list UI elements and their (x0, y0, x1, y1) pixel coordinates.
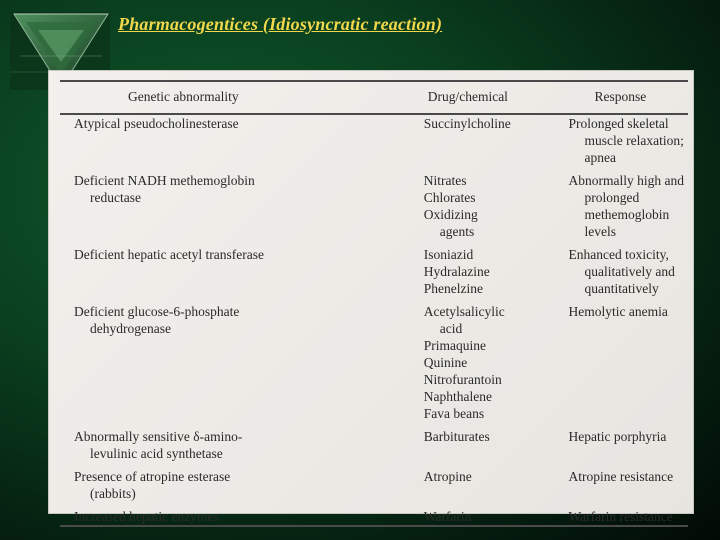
cell-text-line: Hemolytic anemia (568, 304, 668, 319)
table-row (60, 114, 688, 166)
cell-text-line: Deficient NADH methemoglobin (74, 173, 255, 188)
cell-text-line: acid (439, 321, 463, 336)
cell-genetic-abnormality (60, 114, 408, 166)
cell-text-line: muscle relaxation; (584, 133, 684, 148)
cell-text-line: agents (439, 224, 475, 239)
table-row (60, 166, 688, 240)
cell-text-line: Acetylsalicylic (423, 304, 505, 319)
cell-text-line: Phenelzine (423, 281, 483, 296)
cell-text-line: Presence of atropine esterase (74, 469, 231, 484)
table-header-row (60, 81, 688, 114)
table-row (60, 240, 688, 297)
cell-genetic-abnormality (60, 240, 408, 297)
table-row (60, 297, 688, 422)
cell-text-line: levulinic acid synthetase (90, 446, 223, 461)
cell-drug-chemical (408, 462, 559, 502)
cell-drug-chemical (408, 114, 559, 166)
cell-drug-chemical (408, 297, 559, 422)
cell-text-line: Abnormally sensitive δ-amino- (74, 429, 243, 444)
cell-text-line: Nitrofurantoin (423, 372, 502, 387)
cell-text-line: Hydralazine (423, 264, 490, 279)
cell-text-line: qualitatively and (584, 264, 675, 279)
cell-text-line: Atropine resistance (568, 469, 674, 484)
cell-text-line: Atypical pseudocholinesterase (74, 116, 239, 131)
table-row (60, 422, 688, 462)
cell-response (559, 166, 688, 240)
cell-genetic-abnormality (60, 422, 408, 462)
cell-text-line: Hepatic porphyria (568, 429, 667, 444)
cell-text-line: Abnormally high and (568, 173, 684, 188)
cell-text-line: reductase (90, 190, 141, 205)
table-image-panel (48, 70, 694, 524)
cell-text-line: Quinine (423, 355, 468, 370)
cell-drug-chemical (408, 502, 559, 526)
cell-text-line: methemoglobin (584, 207, 670, 222)
cell-text-line: (rabbits) (90, 486, 136, 501)
cell-text-line: Naphthalene (423, 389, 492, 404)
cell-text-line: Nitrates (423, 173, 467, 188)
cell-response (559, 502, 688, 526)
cell-text-line: Isoniazid (423, 247, 474, 262)
cell-drug-chemical (408, 240, 559, 297)
cell-response (559, 297, 688, 422)
cell-response (559, 114, 688, 166)
cell-text-line: Succinylcholine (423, 116, 511, 131)
cell-genetic-abnormality (60, 166, 408, 240)
cell-drug-chemical (408, 166, 559, 240)
cell-text-line: Enhanced toxicity, (568, 247, 669, 262)
table-row (60, 462, 688, 502)
cell-text-line: prolonged (584, 190, 640, 205)
cell-text-line: Deficient glucose-6-phosphate (74, 304, 240, 319)
cell-text-line: levels (584, 224, 617, 239)
header-drug-chemical: Drug/chemical (427, 89, 508, 104)
cell-text-line: dehydrogenase (90, 321, 171, 336)
cell-text-line: Primaquine (423, 338, 486, 353)
cell-response (559, 422, 688, 462)
cell-text-line: Barbiturates (423, 429, 490, 444)
slide-title: Pharmacogentices (Idiosyncratic reaction) (118, 14, 443, 34)
cell-text-line: Chlorates (423, 190, 476, 205)
header-response: Response (594, 89, 647, 104)
cell-text-line: Oxidizing (423, 207, 478, 222)
cell-text-line: Fava beans (423, 406, 485, 421)
cell-text-line: Atropine (423, 469, 472, 484)
cell-genetic-abnormality (60, 502, 408, 526)
table-row (60, 502, 688, 526)
cell-genetic-abnormality (60, 297, 408, 422)
cell-response (559, 240, 688, 297)
cell-drug-chemical (408, 422, 559, 462)
cell-response (559, 462, 688, 502)
cell-text-line: apnea (584, 150, 616, 165)
cell-text-line: Warfarin resistance (568, 509, 673, 524)
cell-text-line: Increased hepatic enzymes (74, 509, 219, 524)
cell-text-line: Prolonged skeletal (568, 116, 669, 131)
pharmacogenetics-table (60, 80, 688, 527)
cell-text-line: Warfarin (423, 509, 472, 524)
cell-text-line: Deficient hepatic acetyl transferase (74, 247, 265, 262)
header-genetic-abnormality: Genetic abnormality (128, 89, 239, 104)
cell-genetic-abnormality (60, 462, 408, 502)
cell-text-line: quantitatively (584, 281, 659, 296)
